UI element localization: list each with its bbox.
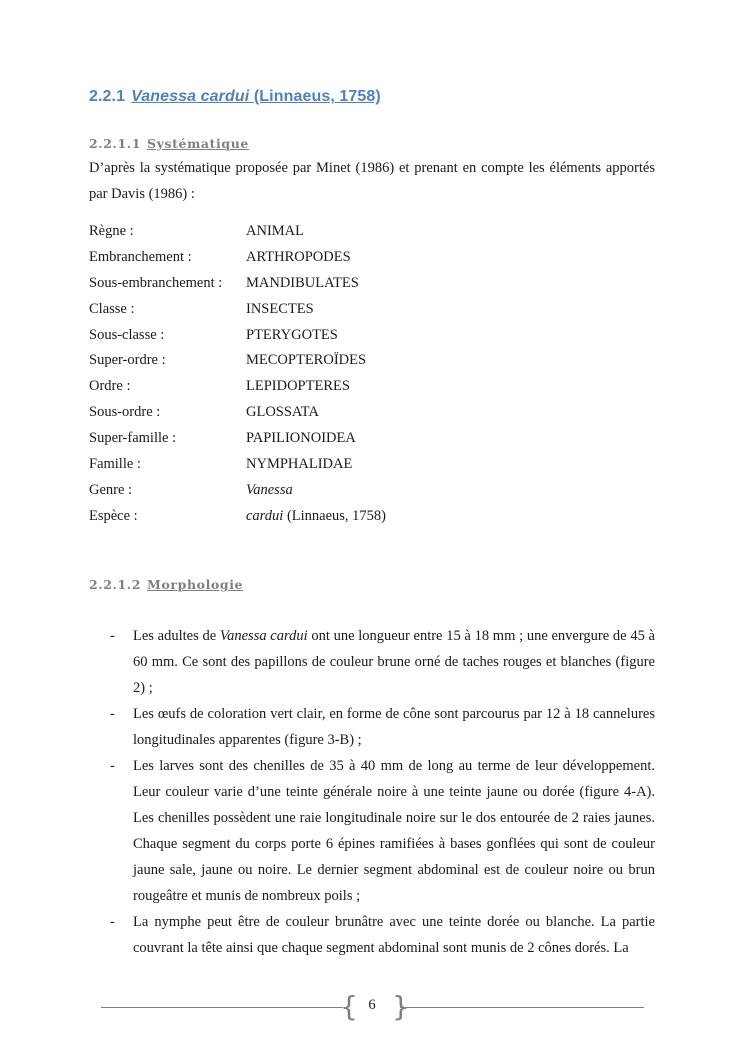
taxonomy-value — [246, 504, 386, 530]
list-item — [89, 753, 655, 909]
list-item-text: Les œufs de coloration vert clair, en forme de cône sont parcourus par 12 à 18 cannelures longitudinales apparentes (figure 3-B) ; — [133, 706, 655, 748]
taxonomy-value: MANDIBULATES — [246, 274, 359, 291]
taxonomy-row — [89, 219, 655, 245]
list-item-text: ont une longueur entre 15 à 18 mm ; une envergure de 45 à 60 mm. Ce sont des papillons de couleur brune orné de taches rouges et blanches (figure 2) ; — [133, 628, 655, 696]
list-item-text: Les adultes de — [133, 628, 220, 644]
taxonomy-row — [89, 452, 655, 478]
footer-brace-right: } — [392, 990, 410, 1023]
section-heading — [89, 88, 381, 106]
taxonomy-value: PTERYGOTES — [246, 326, 338, 343]
taxonomy-row — [89, 478, 655, 504]
taxonomy-value: ANIMAL — [246, 223, 304, 239]
subsection-title: Morphologie — [147, 577, 244, 592]
bullet-dash: - — [110, 758, 115, 774]
bullet-dash: - — [110, 706, 115, 722]
subsection-number: 2.2.1.2 — [89, 577, 142, 592]
footer-rule-right — [400, 1007, 644, 1008]
list-item-species: Vanessa cardui — [219, 628, 308, 644]
section-title-author: (Linnaeus, 1758) — [249, 88, 381, 105]
list-item — [89, 623, 655, 701]
taxonomy-label: Ordre : — [89, 378, 131, 395]
taxonomy-label: Super-famille : — [89, 430, 177, 447]
footer-brace-left: { — [340, 990, 358, 1023]
taxonomy-value: GLOSSATA — [246, 404, 319, 421]
section-number: 2.2.1 — [89, 88, 126, 105]
subsection-heading-systematique — [89, 136, 249, 151]
list-item-text: La nymphe peut être de couleur brunâtre avec une teinte dorée ou blanche. La partie couvrant la tête ainsi que chaque segment abdominal sont munis de 2 cônes dorés. La — [133, 914, 655, 956]
subsection-heading-morphologie — [89, 577, 243, 592]
taxonomy-value: LEPIDOPTERES — [246, 378, 350, 395]
taxonomy-value: NYMPHALIDAE — [246, 456, 353, 473]
taxonomy-label: Famille : — [89, 456, 141, 473]
subsection-number: 2.2.1.1 — [89, 136, 142, 151]
footer-rule-left — [101, 1007, 343, 1008]
taxonomy-table — [89, 219, 655, 530]
taxonomy-value: PAPILIONOIDEA — [246, 430, 356, 447]
taxonomy-label: Super-ordre : — [89, 352, 166, 369]
taxonomy-value-author: (Linnaeus, 1758) — [283, 507, 387, 524]
taxonomy-row — [89, 426, 655, 452]
section-title — [131, 88, 381, 105]
taxonomy-row — [89, 323, 655, 349]
taxonomy-label: Règne : — [89, 223, 134, 239]
taxonomy-label: Classe : — [89, 300, 135, 317]
taxonomy-row — [89, 504, 655, 530]
page-number: 6 — [368, 997, 376, 1013]
list-item-text: Les larves sont des chenilles de 35 à 40 mm de long au terme de leur développement. Leur couleur varie d’une teinte générale noire à une teinte jaune ou dorée (figure 4-A). Les chenilles possèdent une raie longitudinale noire sur le dos entourée de 2 raies jaunes. Chaque segment du corps porte 6 épines ramifiées à bases gonflées qui sont de couleur jaune sale, jaune ou noire. Le dernier segment abdominal est de couleur noire ou brun rougeâtre et munis de nombreux poils ; — [133, 758, 655, 904]
taxonomy-value-species: cardui — [246, 507, 284, 524]
taxonomy-row — [89, 245, 655, 271]
morphology-list — [89, 623, 655, 961]
systematique-intro: D’après la systématique proposée par Minet (1986) et prenant en compte les éléments apportés par Davis (1986) : — [89, 160, 655, 202]
taxonomy-label: Sous-ordre : — [89, 404, 161, 421]
bullet-dash: - — [110, 628, 115, 644]
taxonomy-row — [89, 400, 655, 426]
bullet-dash: - — [110, 914, 115, 930]
taxonomy-label: Genre : — [89, 481, 133, 498]
taxonomy-row — [89, 374, 655, 400]
taxonomy-label: Embranchement : — [89, 248, 192, 265]
taxonomy-value: INSECTES — [246, 300, 314, 317]
list-item — [89, 909, 655, 961]
subsection-title: Systématique — [147, 136, 249, 151]
taxonomy-value: ARTHROPODES — [246, 248, 351, 265]
taxonomy-label: Sous-classe : — [89, 326, 165, 343]
taxonomy-label: Sous-embranchement : — [89, 274, 223, 291]
section-title-species: Vanessa cardui — [131, 88, 250, 105]
list-item — [89, 701, 655, 753]
taxonomy-row — [89, 297, 655, 323]
taxonomy-row — [89, 271, 655, 297]
taxonomy-row — [89, 348, 655, 374]
taxonomy-value: MECOPTEROÏDES — [246, 352, 367, 369]
taxonomy-value: Vanessa — [246, 481, 293, 498]
taxonomy-label: Espèce : — [89, 507, 138, 524]
